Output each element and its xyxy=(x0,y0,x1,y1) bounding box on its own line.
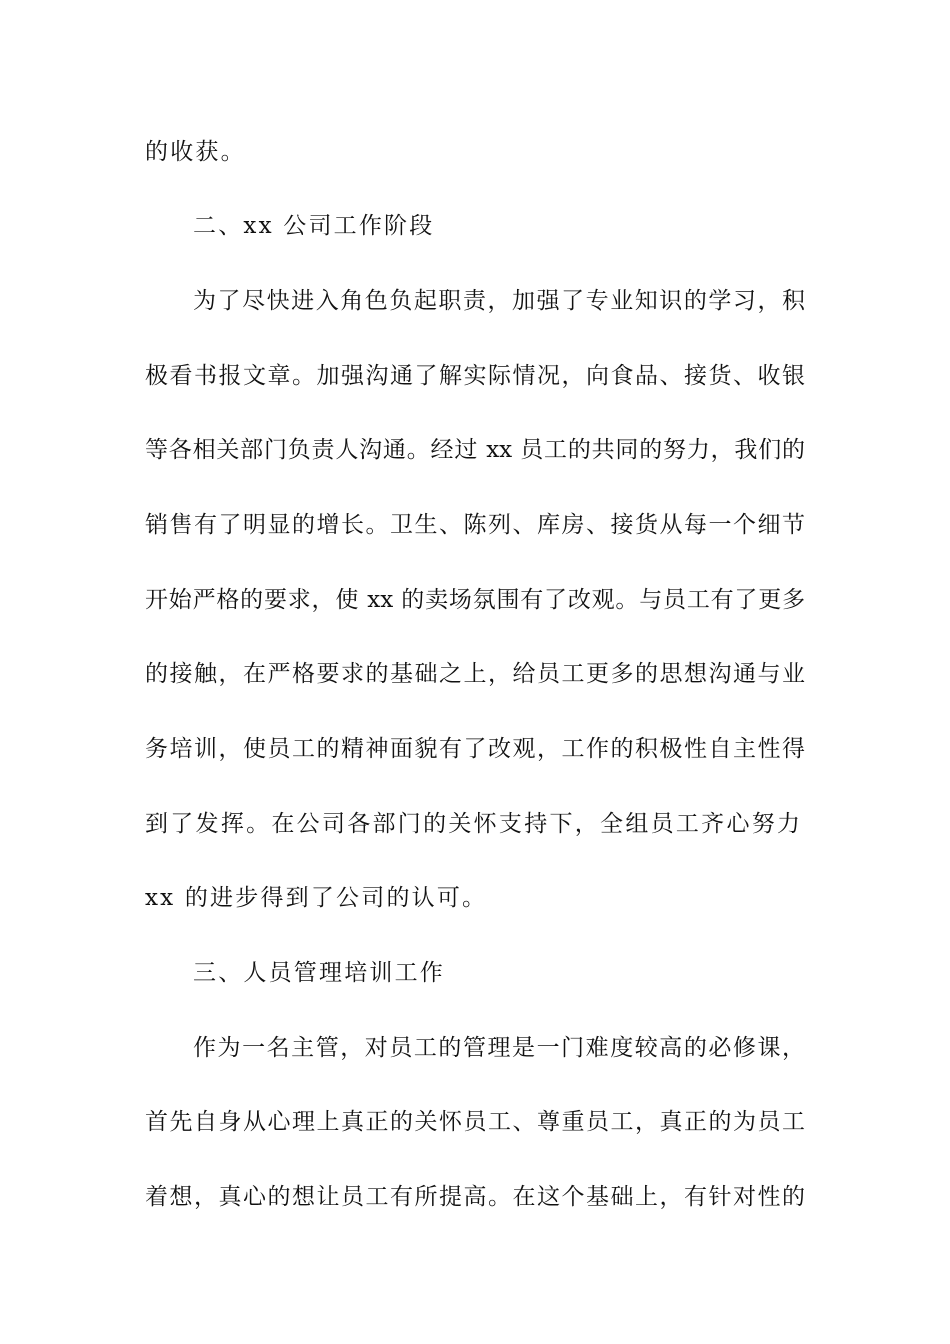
text-line: 务培训，使员工的精神面貌有了改观，工作的积极性自主性得 xyxy=(145,736,805,762)
section-heading: 三、人员管理培训工作 xyxy=(193,960,445,986)
text-line: 着想，真心的想让员工有所提高。在这个基础上，有针对性的 xyxy=(145,1184,805,1210)
section-heading: 二、xx 公司工作阶段 xyxy=(193,213,435,239)
text-line: 的收获。 xyxy=(145,139,246,165)
text-line: xx 的进步得到了公司的认可。 xyxy=(145,885,488,911)
text-line: 开始严格的要求，使 xx 的卖场氛围有了改观。与员工有了更多 xyxy=(145,587,805,613)
text-line: 到了发挥。在公司各部门的关怀支持下，全组员工齐心努力 xyxy=(145,811,800,837)
text-line: 的接触，在严格要求的基础之上，给员工更多的思想沟通与业 xyxy=(145,661,805,687)
text-line: 销售有了明显的增长。卫生、陈列、库房、接货从每一个细节 xyxy=(145,512,805,538)
text-line: 极看书报文章。加强沟通了解实际情况，向食品、接货、收银 xyxy=(145,363,805,389)
text-line: 作为一名主管，对员工的管理是一门难度较高的必修课， xyxy=(193,1035,805,1061)
text-line: 首先自身从心理上真正的关怀员工、尊重员工，真正的为员工 xyxy=(145,1109,805,1135)
text-line: 等各相关部门负责人沟通。经过 xx 员工的共同的努力，我们的 xyxy=(145,437,805,463)
text-line: 为了尽快进入角色负起职责，加强了专业知识的学习，积 xyxy=(193,288,805,314)
